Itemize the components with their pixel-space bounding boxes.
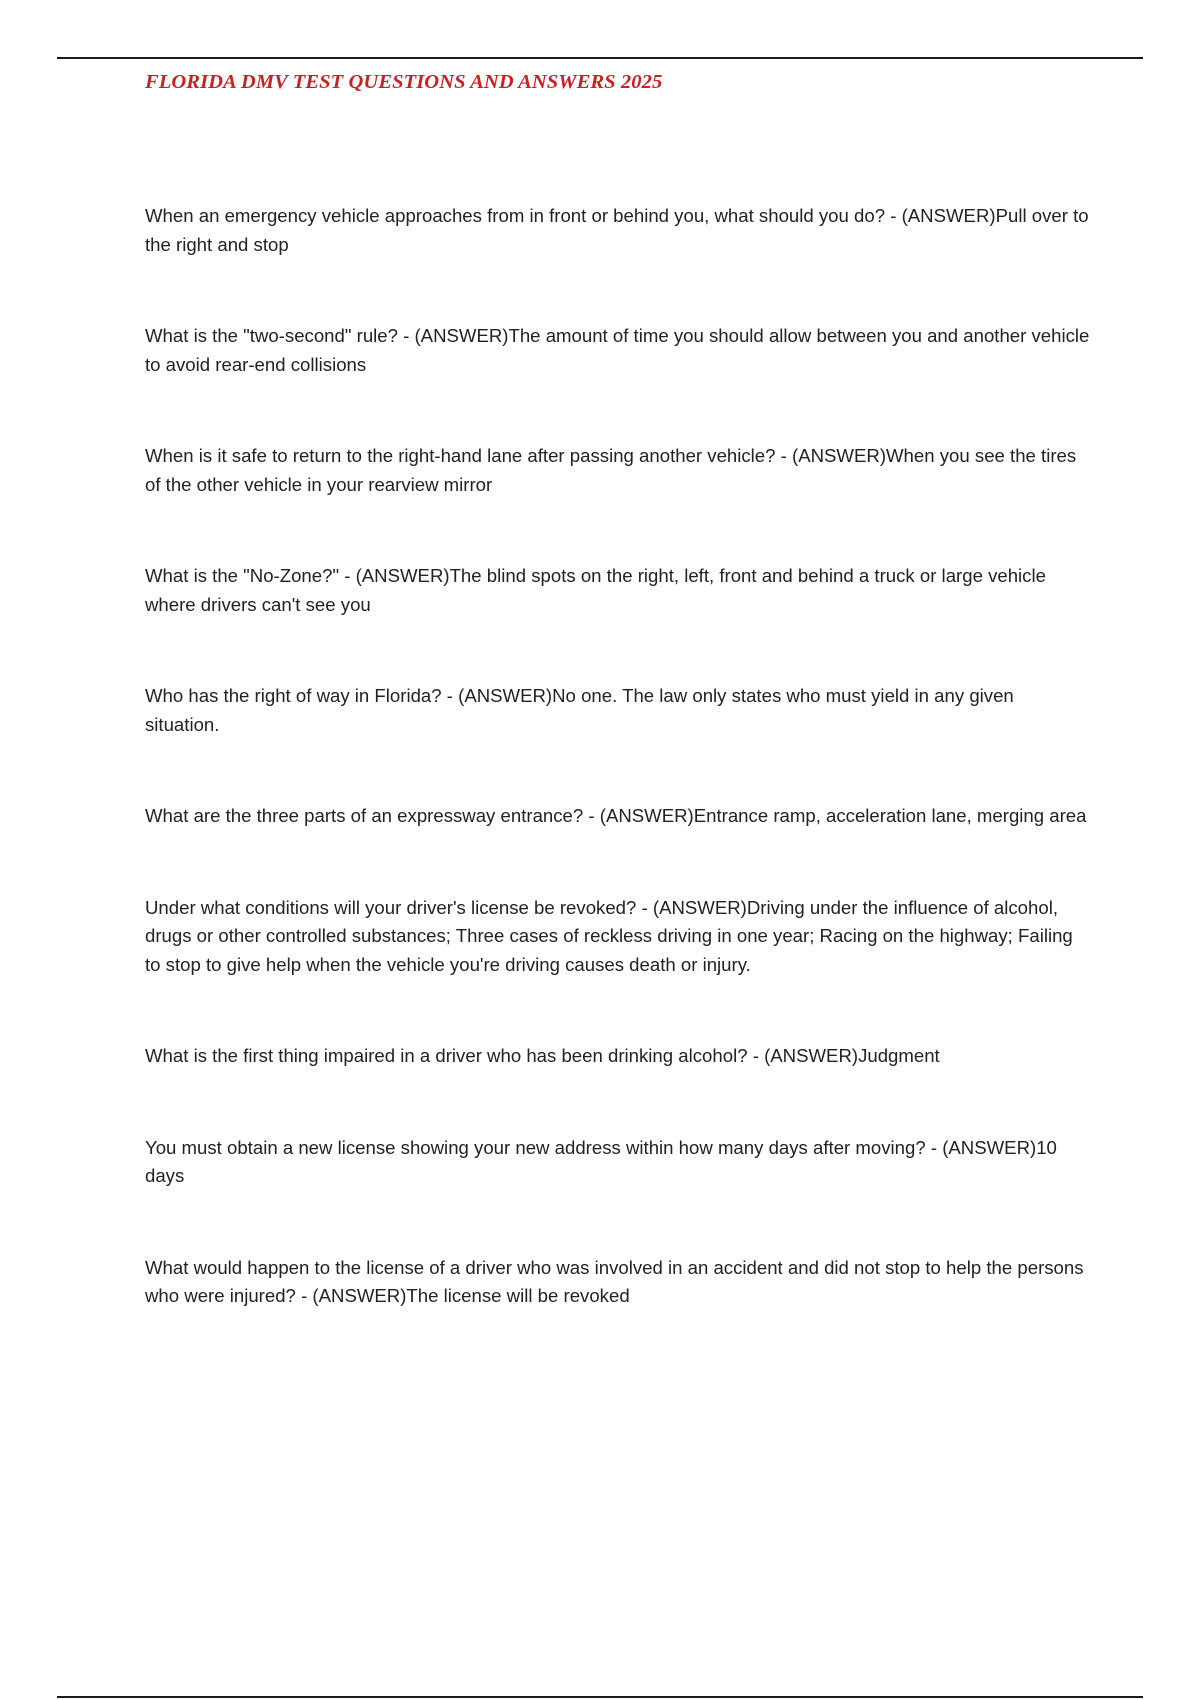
document-title: FLORIDA DMV TEST QUESTIONS AND ANSWERS 2025 bbox=[145, 71, 663, 93]
header-rule bbox=[57, 57, 1143, 59]
qa-item: You must obtain a new license showing your new address within how many days after moving? - (ANSWER)10 days bbox=[145, 1136, 1057, 1186]
qa-item: What are the three parts of an expressway entrance? - (ANSWER)Entrance ramp, acceleration lane, merging area bbox=[145, 805, 1087, 826]
qa-item: What is the first thing impaired in a driver who has been drinking alcohol? - (ANSWER)Judgment bbox=[145, 1045, 940, 1066]
qa-item: Who has the right of way in Florida? - (ANSWER)No one. The law only states who must yield in any given situation. bbox=[145, 685, 1014, 735]
qa-item: What is the "two-second" rule? - (ANSWER)The amount of time you should allow between you and another vehicle to avoid rear-end collisions bbox=[145, 325, 1090, 375]
qa-item: When an emergency vehicle approaches from in front or behind you, what should you do? - (ANSWER)Pull over to the right and stop bbox=[145, 205, 1089, 255]
qa-item: What is the "No-Zone?" - (ANSWER)The blind spots on the right, left, front and behind a truck or large vehicle where drivers can't see you bbox=[145, 565, 1046, 615]
qa-list bbox=[145, 202, 1090, 1311]
qa-item: When is it safe to return to the right-hand lane after passing another vehicle? - (ANSWER)When you see the tires of the other vehicle in your rearview mirror bbox=[145, 445, 1077, 495]
qa-item: What would happen to the license of a driver who was involved in an accident and did not stop to help the persons who were injured? - (ANSWER)The license will be revoked bbox=[145, 1256, 1084, 1306]
footer-rule bbox=[57, 1696, 1143, 1698]
qa-item: Under what conditions will your driver's license be revoked? - (ANSWER)Driving under the influence of alcohol, drugs or other controlled substances; Three cases of reckless driving in one year; Racing on the highway; Failing to stop to give help when the vehicle you're driving causes death or injury. bbox=[145, 896, 1073, 975]
